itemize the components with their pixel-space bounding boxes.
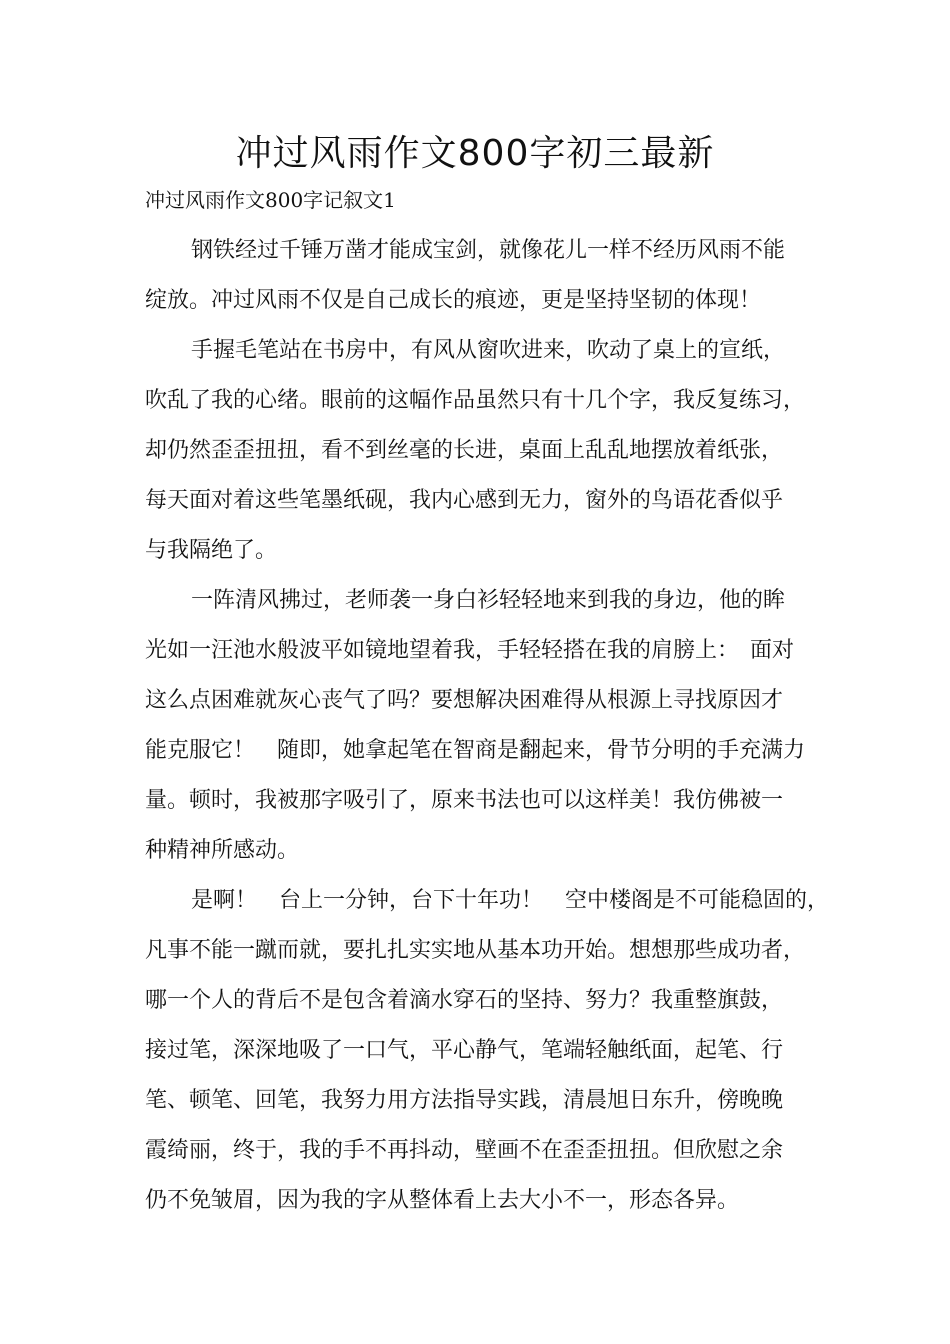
paragraph-line: 凡事不能一蹴而就，要扎扎实实地从基本功开始。想想那些成功者， <box>145 938 806 963</box>
paragraph-line: 绽放。冲过风雨不仅是自己成长的痕迹，更是坚持坚韧的体现！ <box>145 288 762 313</box>
paragraph-2 <box>145 326 825 576</box>
paragraph-line: 种精神所感动。 <box>145 838 300 863</box>
paragraph-1 <box>145 226 825 326</box>
paragraph-line: 光如一汪池水般波平如镜地望着我，手轻轻搭在我的肩膀上： 面对 <box>145 638 795 663</box>
paragraph-line: 钢铁经过千锤万凿才能成宝剑，就像花儿一样不经历风雨不能 <box>191 238 786 263</box>
paragraph-line: 吹乱了我的心绪。眼前的这幅作品虽然只有十几个字，我反复练习， <box>145 388 806 413</box>
paragraph-line: 是啊！ 台上一分钟，台下十年功！ 空中楼阁是不可能稳固的， <box>191 888 830 913</box>
paragraph-line: 量。顿时，我被那字吸引了，原来书法也可以这样美！我仿佛被一 <box>145 788 784 813</box>
paragraph-line: 每天面对着这些笔墨纸砚，我内心感到无力，窗外的鸟语花香似乎 <box>145 488 784 513</box>
paragraph-line: 一阵清风拂过，老师袭一身白衫轻轻地来到我的身边，他的眸 <box>191 588 786 613</box>
paragraph-line: 与我隔绝了。 <box>145 538 278 563</box>
paragraph-line: 仍不免皱眉，因为我的字从整体看上去大小不一，形态各异。 <box>145 1188 740 1213</box>
paragraph-line: 接过笔，深深地吸了一口气，平心静气，笔端轻触纸面，起笔、行 <box>145 1038 784 1063</box>
paragraph-line: 霞绮丽，终于，我的手不再抖动，壁画不在歪歪扭扭。但欣慰之余 <box>145 1138 784 1163</box>
paragraph-line: 却仍然歪歪扭扭，看不到丝毫的长进，桌面上乱乱地摆放着纸张， <box>145 438 784 463</box>
paragraph-line: 这么点困难就灰心丧气了吗？要想解决困难得从根源上寻找原因才 <box>145 688 784 713</box>
paragraph-4 <box>145 876 830 1226</box>
document-body <box>145 226 830 1226</box>
paragraph-line: 能克服它！ 随即，她拿起笔在智商是翻起来，骨节分明的手充满力 <box>145 738 806 763</box>
paragraph-line: 手握毛笔站在书房中，有风从窗吹进来，吹动了桌上的宣纸， <box>191 338 786 363</box>
document-subtitle: 冲过风雨作文800字记叙文1 <box>145 188 396 212</box>
paragraph-line: 哪一个人的背后不是包含着滴水穿石的坚持、努力？我重整旗鼓， <box>145 988 784 1013</box>
paragraph-line: 笔、顿笔、回笔，我努力用方法指导实践，清晨旭日东升，傍晚晚 <box>145 1088 784 1113</box>
document-title: 冲过风雨作文800字初三最新 <box>235 133 715 174</box>
paragraph-3 <box>145 576 825 876</box>
